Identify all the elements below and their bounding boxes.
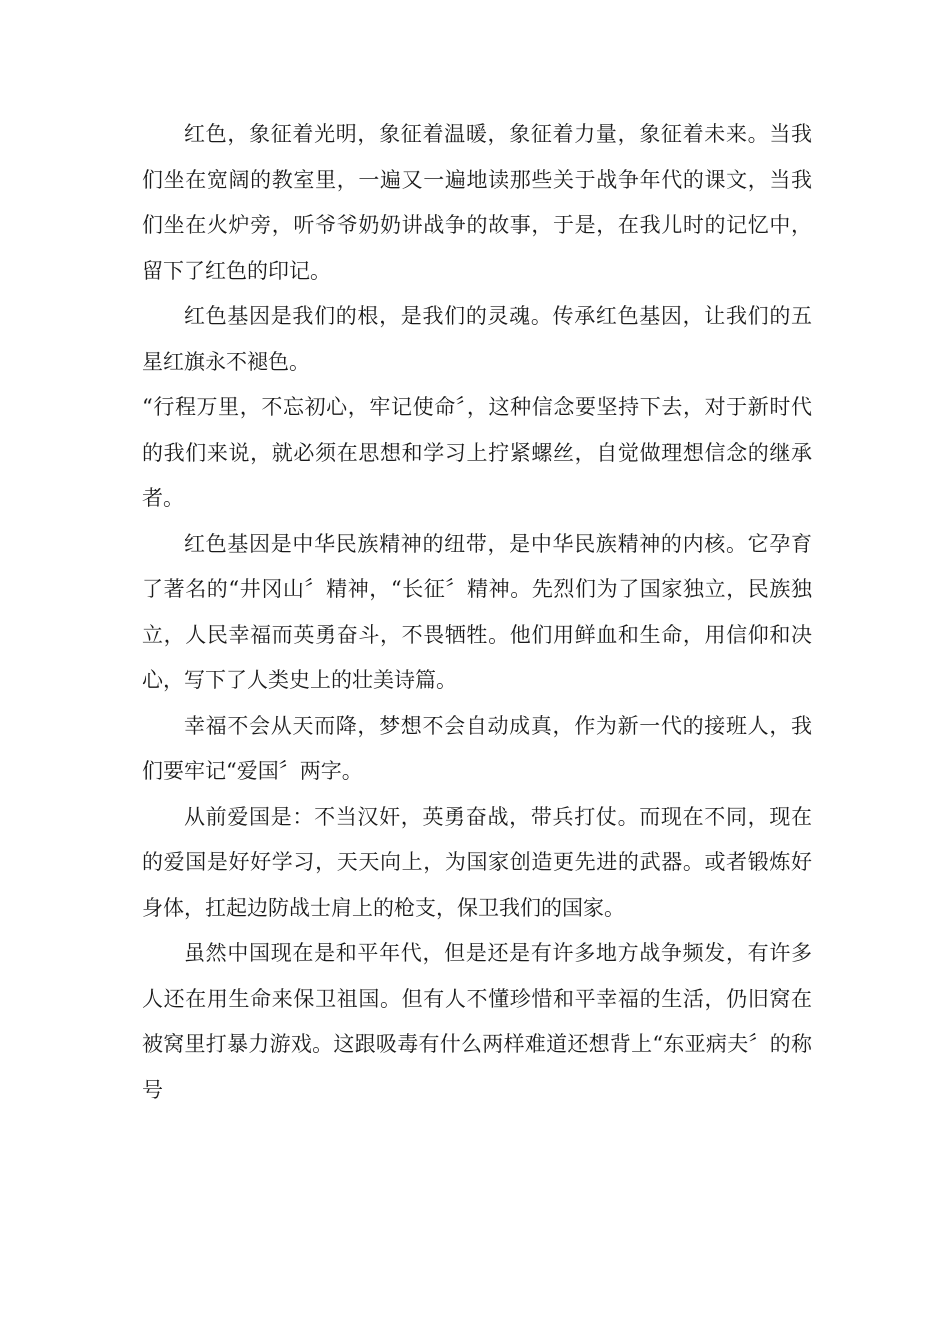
document-page — [142, 112, 812, 1113]
paragraph-4: 红色基因是中华民族精神的纽带，是中华民族精神的内核。它孕育了著名的“井冈山〞精神，“长征〞精神。先烈们为了国家独立，民族独立，人民幸福而英勇奋斗，不畏牺牲。他们用鲜血和生命，用信仰和决心，写下了人类史上的壮美诗篇。 — [142, 531, 812, 692]
paragraph-2: 红色基因是我们的根，是我们的灵魂。传承红色基因，让我们的五星红旗永不褪色。 — [142, 304, 812, 374]
paragraph-7: 虽然中国现在是和平年代，但是还是有许多地方战争频发，有许多人还在用生命来保卫祖国。但有人不懂珍惜和平幸福的生活，仍旧窝在被窝里打暴力游戏。这跟吸毒有什么两样难道还想背上“东亚病夫〞的称号 — [142, 941, 812, 1102]
paragraph-1: 红色，象征着光明，象征着温暖，象征着力量，象征着未来。当我们坐在宽阔的教室里，一遍又一遍地读那些关于战争年代的课文，当我们坐在火炉旁，听爷爷奶奶讲战争的故事，于是，在我儿时的记忆中，留下了红色的印记。 — [142, 122, 812, 283]
paragraph-5: 幸福不会从天而降，梦想不会自动成真，作为新一代的接班人，我们要牢记“爱国〞两字。 — [142, 713, 812, 783]
paragraph-6: 从前爱国是：不当汉奸，英勇奋战，带兵打仗。而现在不同，现在的爱国是好好学习，天天向上，为国家创造更先进的武器。或者锻炼好身体，扛起边防战士肩上的枪支，保卫我们的国家。 — [142, 804, 812, 920]
paragraph-3: “行程万里，不忘初心，牢记使命〞，这种信念要坚持下去，对于新时代的我们来说，就必须在思想和学习上拧紧螺丝，自觉做理想信念的继承者。 — [142, 395, 812, 510]
